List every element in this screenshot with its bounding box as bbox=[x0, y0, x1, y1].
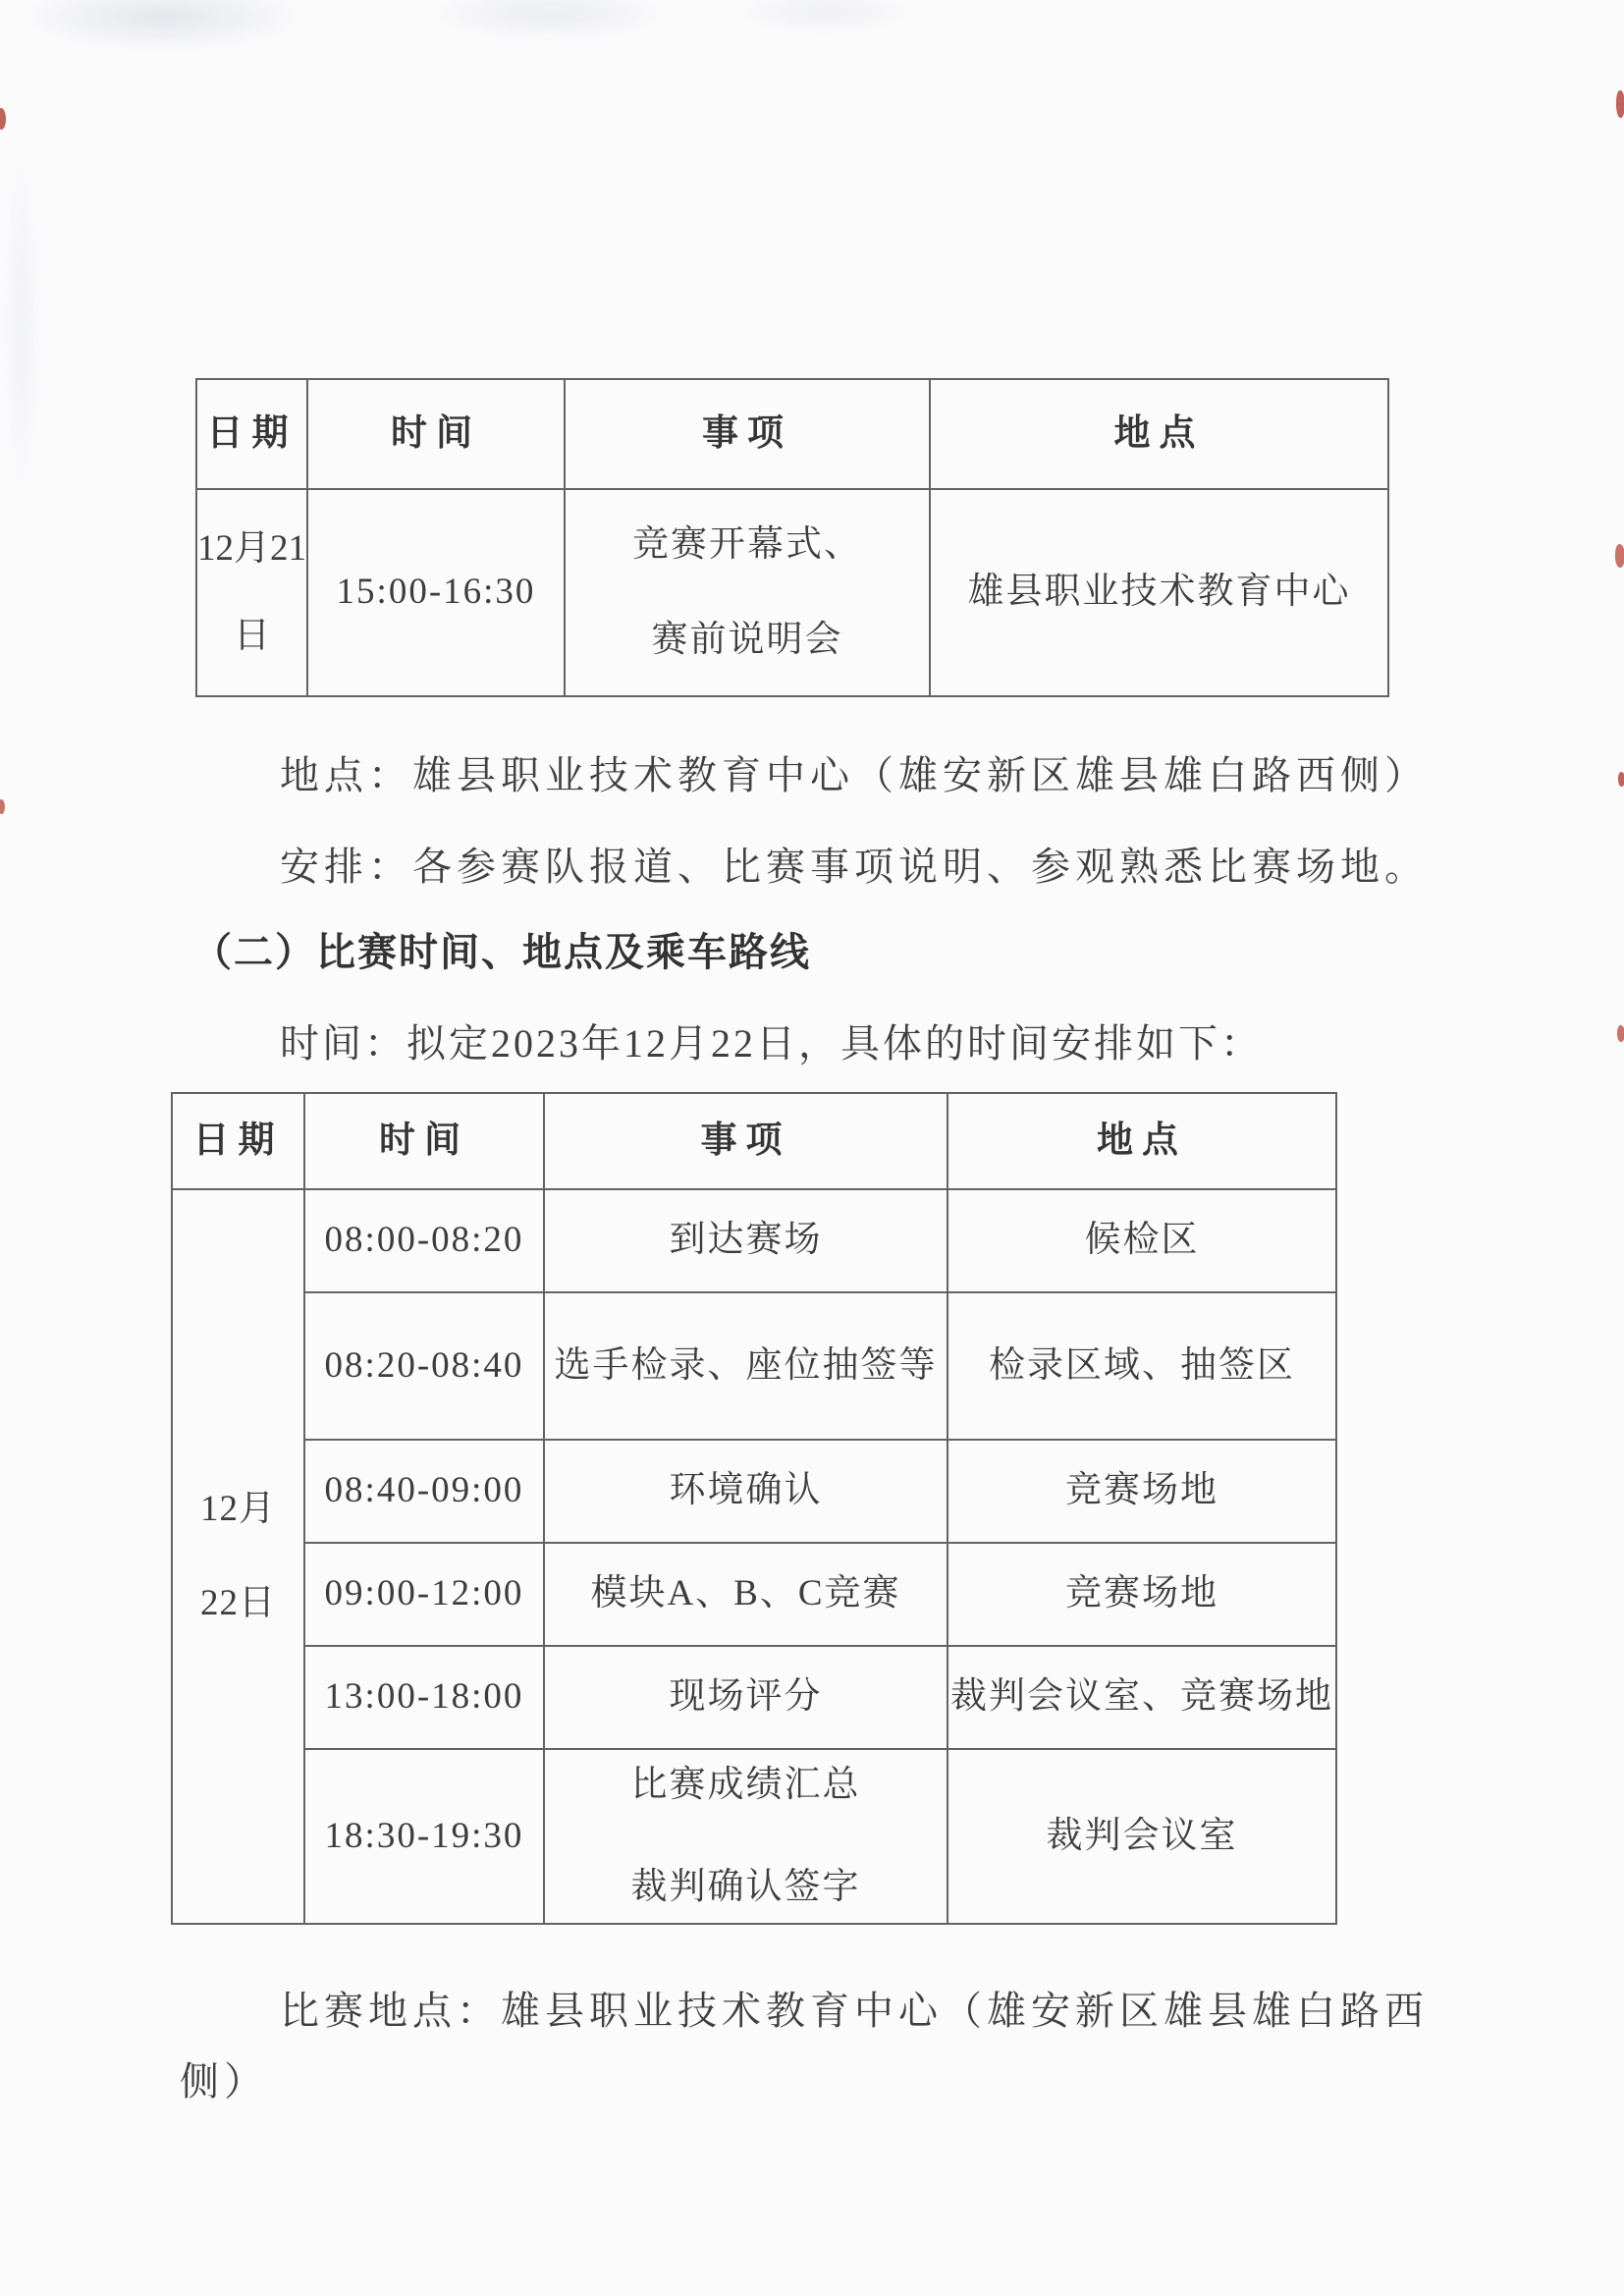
venue-paragraph-line1: 比赛地点：雄县职业技术教育中心（雄安新区雄县雄白路西 bbox=[280, 1989, 1429, 2033]
scan-artifact-red bbox=[1615, 544, 1624, 568]
table-row bbox=[172, 1292, 1336, 1440]
scan-artifact-red bbox=[0, 108, 6, 130]
header-time: 时间 bbox=[304, 1093, 544, 1189]
cell-event bbox=[544, 1749, 947, 1924]
header-event: 事项 bbox=[544, 1093, 947, 1189]
header-date: 日期 bbox=[172, 1093, 304, 1189]
venue-paragraph-line2: 侧） bbox=[180, 2059, 268, 2104]
cell-time: 09:00-12:00 bbox=[304, 1543, 544, 1646]
event-line: 竞赛开幕式、 bbox=[632, 524, 862, 566]
cell-time: 08:00-08:20 bbox=[304, 1189, 544, 1292]
time-intro-paragraph: 时间：拟定2023年12月22日，具体的时间安排如下： bbox=[280, 1021, 1263, 1066]
header-location: 地点 bbox=[930, 379, 1388, 489]
date-line: 22日 bbox=[200, 1583, 276, 1623]
scan-smudge bbox=[727, 0, 923, 33]
date-line: 日 bbox=[234, 615, 270, 656]
scan-smudge bbox=[422, 0, 677, 41]
scan-artifact-red bbox=[1616, 90, 1624, 118]
table-row bbox=[172, 1749, 1336, 1924]
table-header-row bbox=[172, 1093, 1336, 1189]
arrangement-paragraph: 安排：各参赛队报道、比赛事项说明、参观熟悉比赛场地。 bbox=[280, 845, 1429, 889]
cell-event: 模块A、B、C竞赛 bbox=[544, 1543, 947, 1646]
header-event: 事项 bbox=[565, 379, 930, 489]
table-row bbox=[172, 1440, 1336, 1543]
event-line: 裁判确认签字 bbox=[630, 1867, 861, 1907]
competition-day-schedule-table bbox=[171, 1092, 1337, 1925]
cell-location: 雄县职业技术教育中心 bbox=[930, 489, 1388, 696]
event-line: 比赛成绩汇总 bbox=[630, 1764, 861, 1805]
date-line: 12月21 bbox=[197, 528, 306, 570]
cell-event: 到达赛场 bbox=[544, 1189, 947, 1292]
scan-artifact-red bbox=[1617, 1025, 1624, 1042]
header-date: 日期 bbox=[196, 379, 307, 489]
table-row bbox=[172, 1189, 1336, 1292]
section-heading: （二）比赛时间、地点及乘车路线 bbox=[192, 930, 811, 974]
cell-location: 竞赛场地 bbox=[947, 1440, 1336, 1543]
cell-location: 裁判会议室 bbox=[947, 1749, 1336, 1924]
cell-time: 13:00-18:00 bbox=[304, 1646, 544, 1749]
cell-time: 08:20-08:40 bbox=[304, 1292, 544, 1440]
table-header-row bbox=[196, 379, 1388, 489]
location-paragraph: 地点：雄县职业技术教育中心（雄安新区雄县雄白路西侧） bbox=[280, 753, 1429, 797]
header-time: 时间 bbox=[307, 379, 565, 489]
opening-day-schedule-table bbox=[195, 378, 1389, 697]
cell-time: 08:40-09:00 bbox=[304, 1440, 544, 1543]
cell-location: 候检区 bbox=[947, 1189, 1336, 1292]
cell-location: 竞赛场地 bbox=[947, 1543, 1336, 1646]
scan-smudge bbox=[15, 0, 309, 51]
cell-location: 检录区域、抽签区 bbox=[947, 1292, 1336, 1440]
cell-event bbox=[565, 489, 930, 696]
cell-date bbox=[196, 489, 307, 696]
cell-date-merged bbox=[172, 1189, 304, 1924]
cell-event: 环境确认 bbox=[544, 1440, 947, 1543]
table-row bbox=[196, 489, 1388, 696]
cell-event: 现场评分 bbox=[544, 1646, 947, 1749]
cell-time: 18:30-19:30 bbox=[304, 1749, 544, 1924]
table-row bbox=[172, 1543, 1336, 1646]
cell-location: 裁判会议室、竞赛场地 bbox=[947, 1646, 1336, 1749]
date-line: 12月 bbox=[200, 1488, 276, 1529]
header-location: 地点 bbox=[947, 1093, 1336, 1189]
cell-time: 15:00-16:30 bbox=[307, 489, 565, 696]
table-row bbox=[172, 1646, 1336, 1749]
scan-artifact-red bbox=[1618, 772, 1624, 787]
event-line: 赛前说明会 bbox=[651, 619, 843, 660]
cell-event: 选手检录、座位抽签等 bbox=[544, 1292, 947, 1440]
scan-artifact-red bbox=[0, 799, 5, 814]
scan-smudge bbox=[2, 118, 41, 530]
